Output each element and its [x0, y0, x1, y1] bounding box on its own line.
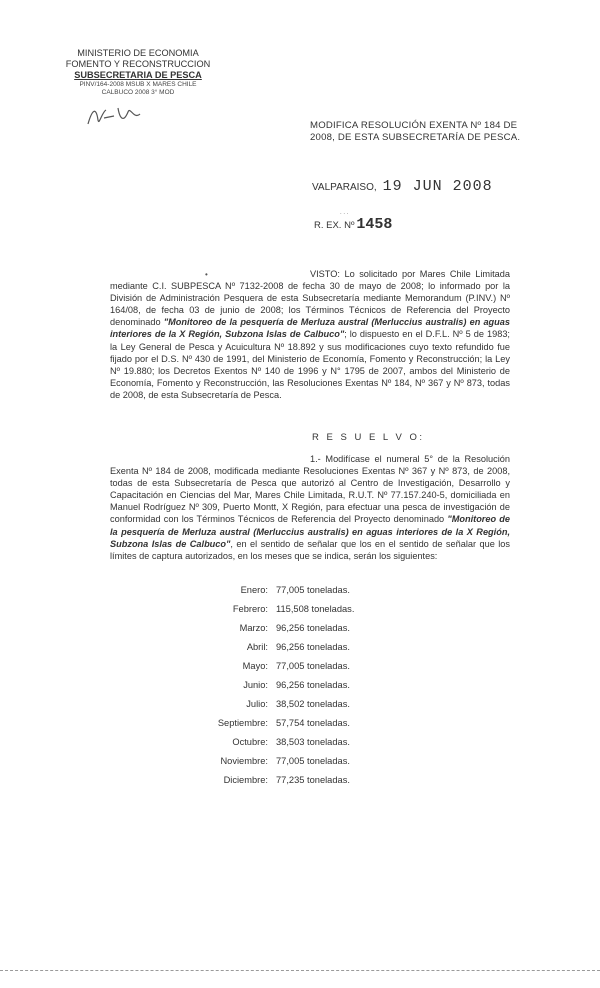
month-label: Mayo:: [242, 660, 268, 671]
table-row: [208, 580, 354, 599]
month-label: Junio:: [243, 680, 268, 691]
table-row: [208, 675, 354, 694]
month-label: Febrero:: [232, 603, 268, 614]
table-row: [208, 752, 354, 771]
resuelvo-text-b: , en el sentido de señalar que los en el sentido de señalar que los límites de captura autorizados, en los meses que se indica, serán los siguientes:: [110, 538, 510, 561]
resolution-number: [314, 216, 392, 233]
month-label: Enero:: [240, 584, 268, 595]
handwritten-initials: [84, 100, 144, 130]
month-label: Abril:: [246, 641, 268, 652]
catch-amount: 38,503 toneladas.: [276, 737, 350, 748]
catch-limits-table: [208, 580, 354, 790]
subject-line-2: 2008, DE ESTA SUBSECRETARÍA DE PESCA.: [310, 132, 521, 143]
page-footer-divider: [0, 970, 600, 971]
table-row: [208, 771, 354, 790]
decorative-dots: . . .: [340, 210, 349, 216]
place-and-date: [312, 178, 493, 195]
catch-amount: 96,256 toneladas.: [276, 641, 350, 652]
catch-amount: 96,256 toneladas.: [276, 622, 350, 633]
resolution-number-value: 1458: [356, 216, 393, 233]
resolution-label: R. EX. Nº: [314, 220, 355, 231]
month-label: Diciembre:: [223, 775, 268, 786]
place: VALPARAISO,: [312, 182, 377, 193]
ministry-line-2: FOMENTO Y RECONSTRUCCION: [65, 59, 211, 69]
visto-project-title: "Monitoreo de la pesquería de Merluza austral (Merluccius australis) en aguas interiores de la X Región, Subzona Islas de Calbuco": [110, 317, 511, 340]
catch-amount: 77,235 toneladas.: [276, 775, 350, 786]
resuelvo-paragraph: [110, 453, 510, 562]
ministry-line-1: MINISTERIO DE ECONOMIA: [77, 48, 199, 58]
month-label: Marzo:: [239, 622, 268, 633]
month-label: Septiembre:: [217, 718, 268, 729]
visto-paragraph: [110, 268, 510, 401]
table-row: [208, 637, 354, 656]
resolution-subject: [310, 120, 520, 144]
table-row: [208, 618, 354, 637]
subsecretaria-line: SUBSECRETARIA DE PESCA: [74, 70, 202, 80]
resuelvo-heading: R E S U E L V O:: [312, 432, 425, 443]
table-row: [208, 733, 354, 752]
visto-text-a: Lo solicitado por Mares Chile Limitada mediante C.I. SUBPESCA Nº 7132-2008 de fecha 30 de mayo de 2008; lo informado por la División de Administración Pesquera de esta Subsecretaría mediante Memorandum (P.INV.) Nº 164/08, de fecha 03 de junio de 2008; los Términos Técnicos de Referencia del Proyecto denominado: [110, 269, 510, 328]
letterhead: [48, 48, 228, 97]
catch-amount: 96,256 toneladas.: [276, 680, 350, 691]
table-row: [208, 656, 354, 675]
month-label: Noviembre:: [220, 756, 268, 767]
reference-line-1: PINV/164-2008 MSUB X MARES CHILE: [79, 81, 197, 88]
table-row: [208, 714, 354, 733]
resuelvo-project-title: "Monitoreo de la pesquería de Merluza austral (Merluccius australis) en aguas interiores de la X Región, Subzona Islas de Calbuco": [110, 514, 510, 549]
margin-mark: •: [205, 270, 208, 279]
resuelvo-text-a: 1.- Modifícase el numeral 5° de la Resolución Exenta Nº 184 de 2008, modificada mediante Resoluciones Exentas Nº 367 y Nº 873, de 2008, todas de esta Subsecretaría de Pesca que autorizó al Centro de Investigación, Desarrollo y Capacitación en Ciencias del Mar, Mares Chile Limitada, R.U.T. Nº 77.157.240-5, domiciliada en Manuel Rodríguez Nº 309, Puerto Montt, X Región, para efectuar una pesca de investigación de conformidad con los Términos Técnicos de Referencia del Proyecto denominado: [110, 454, 510, 525]
visto-text-b: ; lo dispuesto en el D.F.L. Nº 5 de 1983; la Ley General de Pesca y Acuicultura Nº 18.892 y sus modificaciones cuyo texto refundido fue fijado por el D.S. Nº 430 de 1991, del Ministerio de Economía, Fomento y Reconstrucción; la Ley Nº 19.880; los Decretos Exentos Nº 140 de 1996 y N° 1795 de 2007, ambos del Ministerio de Economía, Fomento y Reconstrucción, las Resoluciones Exentas Nº 184, Nº 367 y Nº 873, todas de 2008, de esta Subsecretaría de Pesca.: [110, 329, 510, 400]
date-stamp: 19 JUN 2008: [382, 178, 493, 195]
month-label: Julio:: [246, 699, 268, 710]
table-row: [208, 599, 354, 618]
catch-amount: 57,754 toneladas.: [276, 718, 350, 729]
catch-amount: 38,502 toneladas.: [276, 699, 350, 710]
catch-amount: 115,508 toneladas.: [276, 603, 355, 614]
catch-amount: 77,005 toneladas.: [276, 756, 350, 767]
subject-line-1: MODIFICA RESOLUCIÓN EXENTA Nº 184 DE: [310, 120, 518, 131]
table-row: [208, 695, 354, 714]
visto-lead: VISTO:: [310, 269, 340, 279]
catch-amount: 77,005 toneladas.: [276, 584, 350, 595]
reference-line-2: CALBUCO 2008 3° MOD: [101, 89, 175, 96]
month-label: Octubre:: [232, 737, 268, 748]
catch-amount: 77,005 toneladas.: [276, 660, 350, 671]
